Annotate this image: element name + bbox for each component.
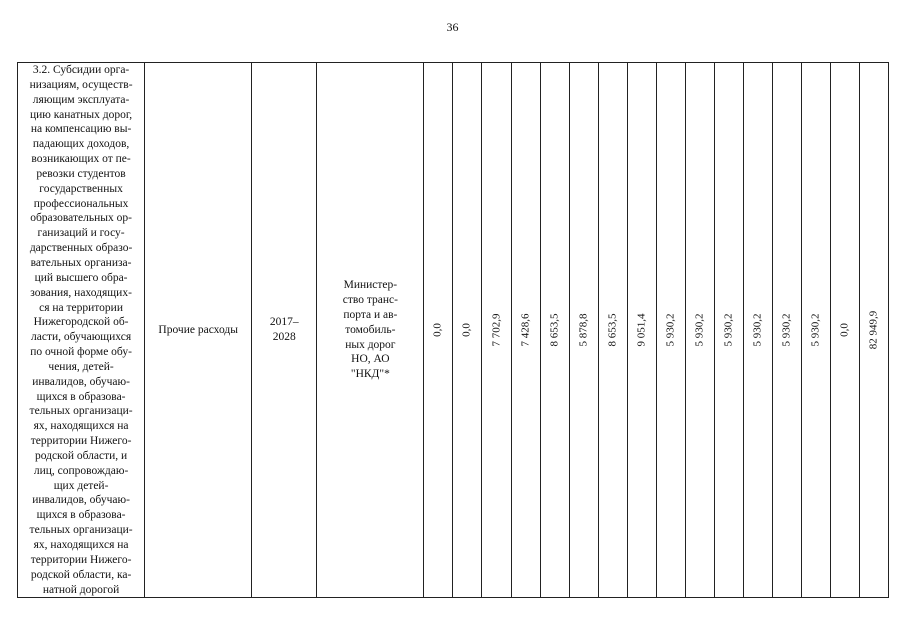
value-text: 8 653,5	[606, 313, 619, 347]
value-text: 5 930,2	[780, 313, 793, 347]
budget-table	[17, 62, 889, 598]
description-line: чения, детей-	[48, 360, 114, 373]
page-number: 36	[446, 20, 459, 34]
total-value-cell	[859, 63, 888, 598]
description-line: лиц, сопровождаю-	[33, 464, 129, 477]
value-cell	[627, 63, 656, 598]
value-cell	[511, 63, 540, 598]
description-line: вательных организа-	[30, 256, 132, 269]
description-line: падающих доходов,	[32, 138, 130, 151]
period-line: 2017–	[269, 316, 299, 329]
measure-description	[18, 63, 145, 598]
description-line: 3.2. Субсидии орга-	[32, 64, 130, 76]
description-line: ях, находящихся на	[33, 420, 129, 433]
description-line: по очной форме обу-	[30, 346, 132, 359]
executor-line: НО, АО	[351, 353, 390, 366]
value-cell	[685, 63, 714, 598]
expense-type-cell: Прочие расходы	[145, 63, 252, 598]
value-cell	[830, 63, 859, 598]
description-line: Нижегородской об-	[33, 316, 129, 329]
description-line: зования, находящих-	[30, 286, 132, 299]
value-cell	[482, 63, 511, 598]
description-line: щихся в образова-	[36, 509, 126, 522]
executor-line: ство транс-	[342, 294, 398, 307]
value-cell	[743, 63, 772, 598]
description-line: щих детей-	[53, 479, 109, 492]
table-row	[18, 63, 889, 598]
description-line: ревозки студентов	[36, 167, 126, 180]
value-cell	[453, 63, 482, 598]
value-cell	[569, 63, 598, 598]
total-value-text: 82 949,9	[867, 310, 880, 350]
description-line: дарственных образо-	[29, 242, 133, 255]
executor-line: "НКД"*	[350, 368, 390, 381]
description-line: инвалидов, обучаю-	[32, 494, 130, 507]
value-text: 7 702,9	[490, 313, 503, 347]
description-line: ляющим эксплуата-	[32, 93, 130, 106]
executor-line: ных дорог	[345, 338, 396, 351]
description-line: на компенсацию вы-	[30, 123, 132, 136]
executor-cell	[317, 63, 424, 598]
value-cell	[540, 63, 569, 598]
value-text: 8 653,5	[548, 313, 561, 347]
value-cell	[656, 63, 685, 598]
value-text: 9 051,4	[635, 313, 648, 347]
description-line: ций высшего обра-	[34, 271, 128, 284]
value-text: 0,0	[432, 323, 445, 338]
executor-line: Министер-	[343, 279, 398, 292]
value-text: 0,0	[461, 323, 474, 338]
description-line: родской области, ка-	[30, 568, 132, 581]
description-line: территории Нижего-	[30, 553, 132, 566]
description-line: щихся в образова-	[36, 390, 126, 403]
value-cell	[714, 63, 743, 598]
value-text: 5 930,2	[664, 313, 677, 347]
period-cell	[252, 63, 317, 598]
description-line: цию канатных дорог,	[29, 108, 133, 121]
description-line: тельных организаци-	[29, 524, 133, 537]
description-line: территории Нижего-	[30, 435, 132, 448]
value-text: 5 930,2	[809, 313, 822, 347]
description-line: ся на территории	[39, 301, 123, 314]
value-text: 5 878,8	[577, 313, 590, 347]
value-cell	[598, 63, 627, 598]
value-text: 5 930,2	[722, 313, 735, 347]
description-line: возникающих от пе-	[31, 153, 131, 166]
description-line: профессиональных	[33, 197, 129, 210]
value-text: 5 930,2	[751, 313, 764, 347]
value-cell	[801, 63, 830, 598]
description-line: натной дорогой	[42, 583, 120, 596]
value-text: 5 930,2	[693, 313, 706, 347]
description-line: образовательных ор-	[30, 212, 132, 225]
executor-line: томобиль-	[345, 323, 396, 336]
description-line: ях, находящихся на	[33, 539, 129, 551]
description-line: ласти, обучающихся	[31, 331, 132, 344]
value-text: 7 428,6	[519, 313, 532, 347]
description-line: государственных	[39, 182, 123, 195]
executor-line: порта и ав-	[343, 308, 398, 321]
value-text: 0,0	[838, 323, 851, 338]
description-line: родской области, и	[34, 449, 128, 462]
period-line: 2028	[272, 331, 296, 344]
value-cell	[772, 63, 801, 598]
description-line: ганизаций и госу-	[37, 227, 125, 240]
description-line: тельных организаци-	[29, 405, 133, 418]
description-line: инвалидов, обучаю-	[32, 375, 130, 388]
value-cell	[424, 63, 453, 598]
description-line: низациям, осуществ-	[29, 78, 133, 91]
